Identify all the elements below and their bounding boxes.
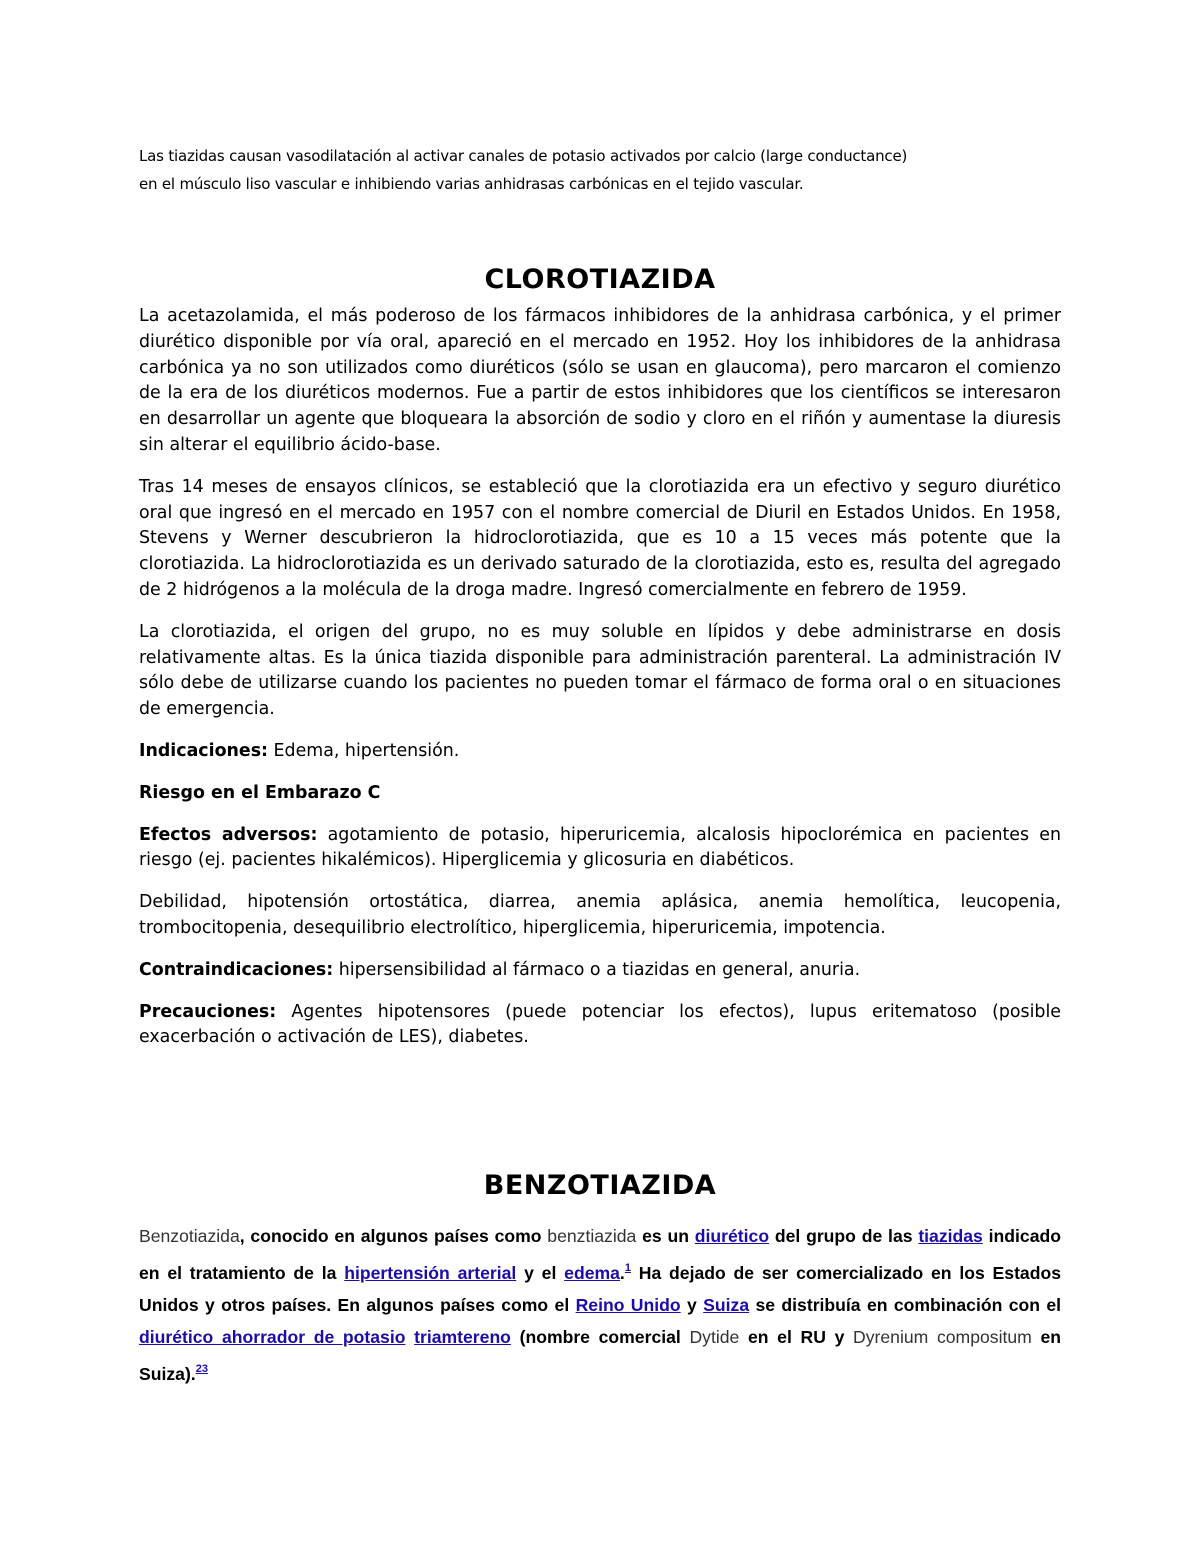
precauciones-text: Agentes hipotensores (puede potenciar los efectos), lupus eritematoso (posible exacerbación o activación de LES), diabetes. [139,1001,1061,1048]
intro-paragraph [139,142,1061,198]
text-run: , conocido en algunos países como [239,1226,548,1246]
section-benzotiazida-header [139,1170,1061,1201]
section-benzotiazida-body [139,1220,1061,1390]
section-title-benzotiazida: BENZOTIAZIDA [483,1170,717,1201]
link-hipertension-arterial[interactable]: hipertensión arterial [344,1263,517,1283]
paragraph: La clorotiazida, el origen del grupo, no es muy soluble en lípidos y debe administrarse en dosis relativamente altas. Es la única tiazida disponible para administración parenteral. La administración IV sólo debe de utilizarse cuando los pacientes no pueden tomar el fármaco de forma oral o en situaciones de emergencia. [139,621,1061,720]
text-run: del grupo de las [769,1226,919,1246]
section-clorotiazida-body [139,304,1061,1067]
text-run: y [680,1295,704,1315]
contraindicaciones-text: hipersensibilidad al fármaco o a tiazidas en general, anuria. [333,959,861,980]
indicaciones-paragraph [139,739,1061,765]
debilidad-paragraph: Debilidad, hipotensión ortostática, diarrea, anemia aplásica, anemia hemolítica, leucopenia, trombocitopenia, desequilibrio electrolítico, hiperglicemia, hiperuricemia, impotencia. [139,892,1061,938]
reference-link-1[interactable]: 1 [624,1262,631,1274]
text-run: en el RU y [739,1327,854,1347]
text-run: Benzotiazida [139,1226,240,1246]
paragraph: Tras 14 meses de ensayos clínicos, se estableció que la clorotiazida era un efectivo y seguro diurético oral que ingresó en el mercado en 1957 con el nombre comercial de Diuril en Estados Unidos. En 1958, Stevens y Werner descubrieron la hidroclorotiazida, que es 10 a 15 veces más potente que la clorotiazida. La hidroclorotiazida es un derivado saturado de la clorotiazida, esto es, resulta del agregado de 2 hidrógenos a la molécula de la droga madre. Ingresó comercialmente en febrero de 1959. [139,476,1061,600]
text-run: . [619,1263,625,1283]
text-run: y el [516,1263,565,1283]
section-title-clorotiazida: CLOROTIAZIDA [484,264,716,295]
precauciones-paragraph [139,1000,1061,1052]
text-run: es un [636,1226,695,1246]
riesgo-label: Riesgo en el Embarazo C [139,782,381,803]
link-tiazidas[interactable]: tiazidas [918,1226,983,1246]
text-run: Dytide [689,1327,740,1347]
intro-line-2: en el músculo liso vascular e inhibiendo varias anhidrasas carbónicas en el tejido vascular. [139,175,804,193]
precauciones-label: Precauciones: [139,1001,277,1022]
text-run: en Suiza). [139,1327,1062,1384]
indicaciones-label: Indicaciones: [139,740,269,761]
link-suiza[interactable]: Suiza [703,1295,750,1315]
text-run: (nombre comercial [510,1327,690,1347]
link-diuretico-ahorrador[interactable]: diurético ahorrador de potasio [139,1327,406,1347]
efectos-paragraph [139,823,1061,875]
text-run: benztiazida [547,1226,637,1246]
reference-23[interactable] [196,1363,208,1375]
text-run: Dyrenium compositum [853,1327,1032,1347]
paragraph: La acetazolamida, el más poderoso de los fármacos inhibidores de la anhidrasa carbónica, y el primer diurético disponible por vía oral, apareció en el mercado en 1952. Hoy los inhibidores de la anhidrasa carbónica ya no son utilizados como diuréticos (sólo se usan en glaucoma), pero marcaron el comienzo de la era de los diuréticos modernos. Fue a partir de estos inhibidores que los científicos se interesaron en desarrollar un agente que bloqueara la absorción de sodio y cloro en el riñón y aumentase la diuresis sin alterar el equilibrio ácido-base. [139,306,1061,455]
intro-line-1: Las tiazidas causan vasodilatación al activar canales de potasio activados por calcio (large conductance) [139,147,908,165]
text-run: se distribuía en combinación con el [749,1295,1062,1315]
text-run: Ha dejado de ser comercializado en los Estados Unidos y otros países. En algunos países como el [139,1263,1061,1315]
link-edema[interactable]: edema [564,1263,620,1283]
link-diuretico[interactable]: diurético [694,1226,770,1246]
riesgo-paragraph [139,781,1061,807]
efectos-label: Efectos adversos: [139,824,318,845]
text-run: indicado en el tratamiento de la [139,1226,1061,1283]
efectos-text: agotamiento de potasio, hiperuricemia, alcalosis hipoclorémica en pacientes en riesgo (ej. pacientes hikalémicos). Hiperglicemia y glicosuria en diabéticos. [139,824,1061,871]
contraindicaciones-label: Contraindicaciones: [139,959,334,980]
text-run [405,1327,414,1347]
reference-link-23[interactable]: 23 [195,1363,208,1375]
indicaciones-text: Edema, hipertensión. [268,740,460,761]
contraindicaciones-paragraph [139,958,1061,984]
link-reino-unido[interactable]: Reino Unido [575,1295,681,1315]
link-triamtereno[interactable]: triamtereno [414,1327,511,1347]
section-clorotiazida-header [139,264,1061,295]
